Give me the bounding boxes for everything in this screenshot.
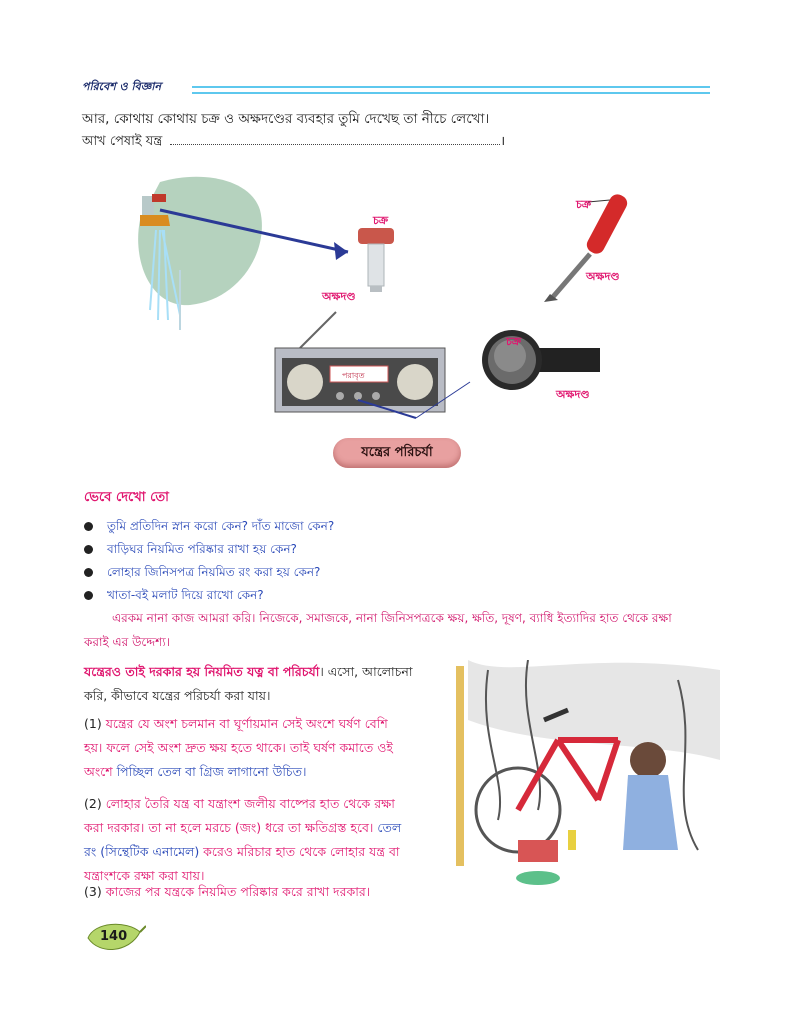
intro-paragraph-line2: করাই এর উদ্দেশ্য। bbox=[84, 635, 170, 649]
radio-illustration bbox=[275, 312, 470, 418]
wheel-axle-illustration bbox=[120, 170, 720, 440]
think-heading: ভেবে দেখো তো bbox=[84, 490, 169, 505]
header-rule-top bbox=[192, 86, 710, 88]
tap-head bbox=[358, 228, 394, 292]
bullet-item: খাতা-বই মলাট দিয়ে রাখো কেন? bbox=[84, 587, 264, 607]
example-line bbox=[82, 131, 505, 153]
example-text: আখ পেষাই যন্ত্র bbox=[82, 134, 163, 149]
label-wheel-screwdriver: চক্র bbox=[576, 198, 592, 211]
label-axle-knob: অক্ষদণ্ড bbox=[556, 388, 590, 401]
care-paragraph: যন্ত্রেরও তাই দরকার হয় নিয়মিত যত্ন বা পরিচর্যা। এসো, আলোচনা করি, কীভাবে যন্ত্রের পরিচর্যা করা যায়। bbox=[84, 664, 413, 703]
label-wheel-tap: চক্র bbox=[373, 214, 389, 227]
bullet-item: বাড়িঘর নিয়মিত পরিষ্কার রাখা হয় কেন? bbox=[84, 541, 297, 561]
answer-blank[interactable] bbox=[170, 134, 500, 145]
page-number: 140 bbox=[100, 929, 128, 944]
bicycle-repair-illustration bbox=[448, 660, 720, 896]
point-2: (2) লোহার তৈরি যন্ত্র বা যন্ত্রাংশ জলীয় বাষ্পের হাত থেকে রক্ষা করা দরকার। তা না হলে মরচে (জং) ধরে তা ক্ষতিগ্রস্ত হবে। তেল রং (সিন্থেটিক এনামেল) করেও মরিচার হাত থেকে লোহার যন্ত্র বা যন্ত্রাংশকে রক্ষা করা যায়। bbox=[84, 796, 402, 883]
bullet-item: তুমি প্রতিদিন স্নান করো কেন? দাঁত মাজো কেন? bbox=[84, 518, 334, 538]
bullet-dot-icon bbox=[84, 522, 93, 531]
knob-illustration bbox=[482, 330, 600, 390]
header-rule-bottom bbox=[192, 92, 710, 94]
example-end: । bbox=[500, 134, 506, 149]
bullet-dot-icon bbox=[84, 568, 93, 577]
section-title-pill: যন্ত্রের পরিচর্যা bbox=[333, 438, 461, 468]
label-axle-screwdriver: অক্ষদণ্ড bbox=[586, 270, 620, 283]
bullet-dot-icon bbox=[84, 545, 93, 554]
bullet-item: লোহার জিনিসপত্র নিয়মিত রং করা হয় কেন? bbox=[84, 564, 320, 584]
radio-display: পরাবৃত bbox=[342, 371, 365, 380]
bullet-dot-icon bbox=[84, 591, 93, 600]
point-1: (1) যন্ত্রের যে অংশ চলমান বা ঘূর্ণায়মান সেই অংশে ঘর্ষণ বেশি হয়। ফলে সেই অংশ দ্রুত ক্ষয় হতে থাকে। তাই ঘর্ষণ কমাতে ওই অংশে পিচ্ছিল তেল বা গ্রিজ লাগানো উচিত। bbox=[84, 716, 393, 779]
instruction-text: আর, কোথায় কোথায় চক্র ও অক্ষদণ্ডের ব্যবহার তুমি দেখেছ তা নীচে লেখো। bbox=[82, 111, 490, 127]
point-3: (3) কাজের পর যন্ত্রকে নিয়মিত পরিষ্কার করে রাখা দরকার। bbox=[84, 884, 371, 899]
label-wheel-knob: চক্র bbox=[506, 335, 522, 348]
label-axle-tap: অক্ষদণ্ড bbox=[322, 290, 356, 303]
tap-illustration bbox=[138, 177, 262, 330]
intro-paragraph-line1: এরকম নানা কাজ আমরা করি। নিজেকে, সমাজকে, নানা জিনিসপত্রকে ক্ষয়, ক্ষতি, দূষণ, ব্যাধি ইত্যাদির হাত থেকে রক্ষা bbox=[112, 611, 672, 625]
header-title: পরিবেশ ও বিজ্ঞান bbox=[82, 80, 162, 93]
